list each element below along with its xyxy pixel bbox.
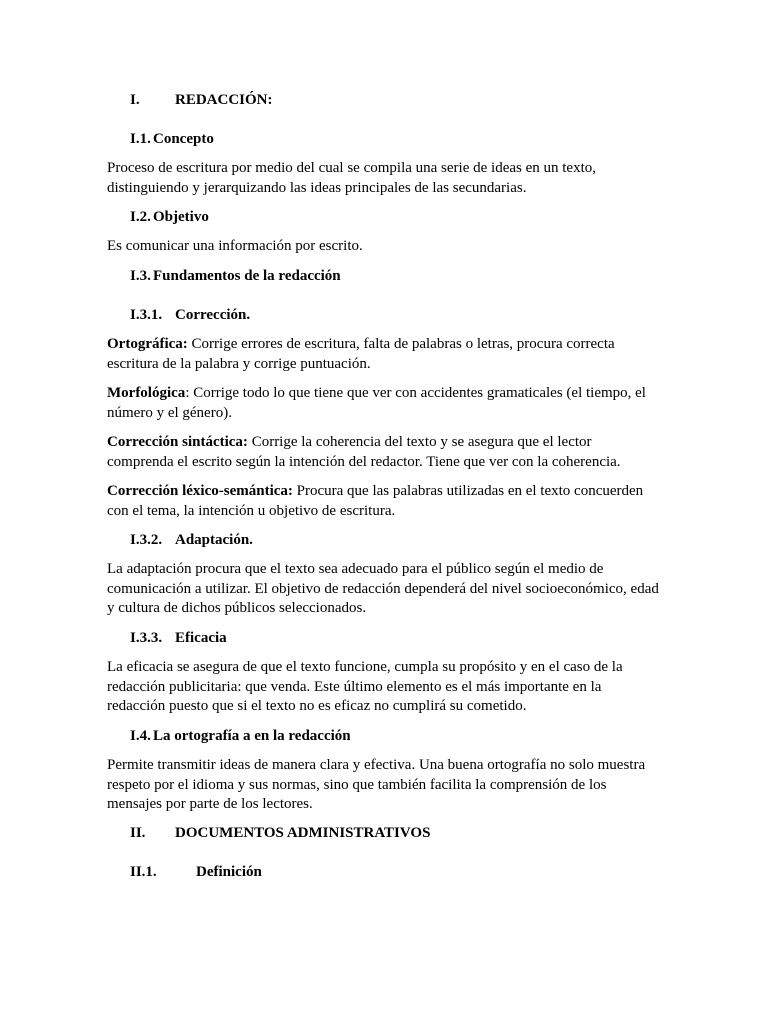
- term-label: Corrección sintáctica:: [107, 434, 248, 450]
- paragraph-morfologica: [107, 384, 659, 423]
- paragraph-text: [107, 384, 659, 423]
- paragraph-text: [107, 335, 659, 374]
- paragraph-objetivo: [107, 237, 659, 257]
- section-number: I.1.: [130, 131, 151, 147]
- section-title: Adaptación.: [175, 532, 253, 548]
- section-title: La ortografía a en la redacción: [153, 728, 351, 744]
- section-number: I.3.: [130, 268, 151, 284]
- paragraph-ortografia: [107, 756, 659, 815]
- paragraph-text: La adaptación procura que el texto sea adecuado para el público según el medio de comunicación a utilizar. El objetivo de redacción dependerá del nivel socioeconómico, edad y cultura de dichos públicos seleccionados.: [107, 561, 659, 616]
- section-number: I.: [130, 92, 140, 108]
- term-label: Corrección léxico-semántica:: [107, 483, 293, 499]
- section-title: Objetivo: [153, 209, 209, 225]
- section-title: Fundamentos de la redacción: [153, 268, 341, 284]
- term-description: Corrige errores de escritura, falta de palabras o letras, procura correcta escritura de la palabra y corrige puntuación.: [107, 336, 615, 372]
- paragraph-eficacia: [107, 658, 659, 717]
- paragraph-text: [107, 482, 659, 521]
- paragraph-text: La eficacia se asegura de que el texto funcione, cumpla su propósito y en el caso de la redacción publicitaria: que venda. Este último elemento es el más importante en la redacción puesto que si el texto no es eficaz no cumplirá su cometido.: [107, 659, 623, 714]
- section-number: I.3.3.: [130, 630, 163, 646]
- paragraph-text: [107, 433, 659, 472]
- term-description: : Corrige todo lo que tiene que ver con accidentes gramaticales (el tiempo, el número y el género).: [107, 385, 646, 421]
- section-number: II.1.: [130, 864, 157, 880]
- section-number: II.: [130, 825, 146, 841]
- paragraph-adaptacion: [107, 560, 659, 619]
- section-title: Concepto: [153, 131, 214, 147]
- paragraph-concepto: [107, 159, 659, 198]
- paragraph-text: Es comunicar una información por escrito.: [107, 238, 363, 254]
- paragraph-lexico-semantica: [107, 482, 659, 521]
- term-label: Morfológica: [107, 385, 186, 401]
- paragraph-ortografica: [107, 335, 659, 374]
- section-number: I.3.2.: [130, 532, 163, 548]
- section-number: I.3.1.: [130, 307, 163, 323]
- paragraph-text: Permite transmitir ideas de manera clara y efectiva. Una buena ortografía no solo muestra respeto por el idioma y sus normas, sino que también facilita la comprensión de los mensajes por parte de los lectores.: [107, 757, 646, 812]
- term-description: Corrige la coherencia del texto y se asegura que el lector comprenda el escrito según la intención del redactor. Tiene que ver con la coherencia.: [107, 434, 621, 470]
- section-title: REDACCIÓN:: [175, 92, 273, 108]
- section-title: Eficacia: [175, 630, 227, 646]
- section-number: I.2.: [130, 209, 151, 225]
- paragraph-sintactica: [107, 433, 659, 472]
- term-description: Procura que las palabras utilizadas en el texto concuerden con el tema, la intención u objetivo de escritura.: [107, 483, 644, 519]
- section-title: Definición: [196, 864, 262, 880]
- section-number: I.4.: [130, 728, 151, 744]
- paragraph-text: Proceso de escritura por medio del cual se compila una serie de ideas en un texto, distinguiendo y jerarquizando las ideas principales de las secundarias.: [107, 160, 596, 196]
- section-title: DOCUMENTOS ADMINISTRATIVOS: [175, 825, 431, 841]
- term-label: Ortográfica:: [107, 336, 188, 352]
- section-title: Corrección.: [175, 307, 251, 323]
